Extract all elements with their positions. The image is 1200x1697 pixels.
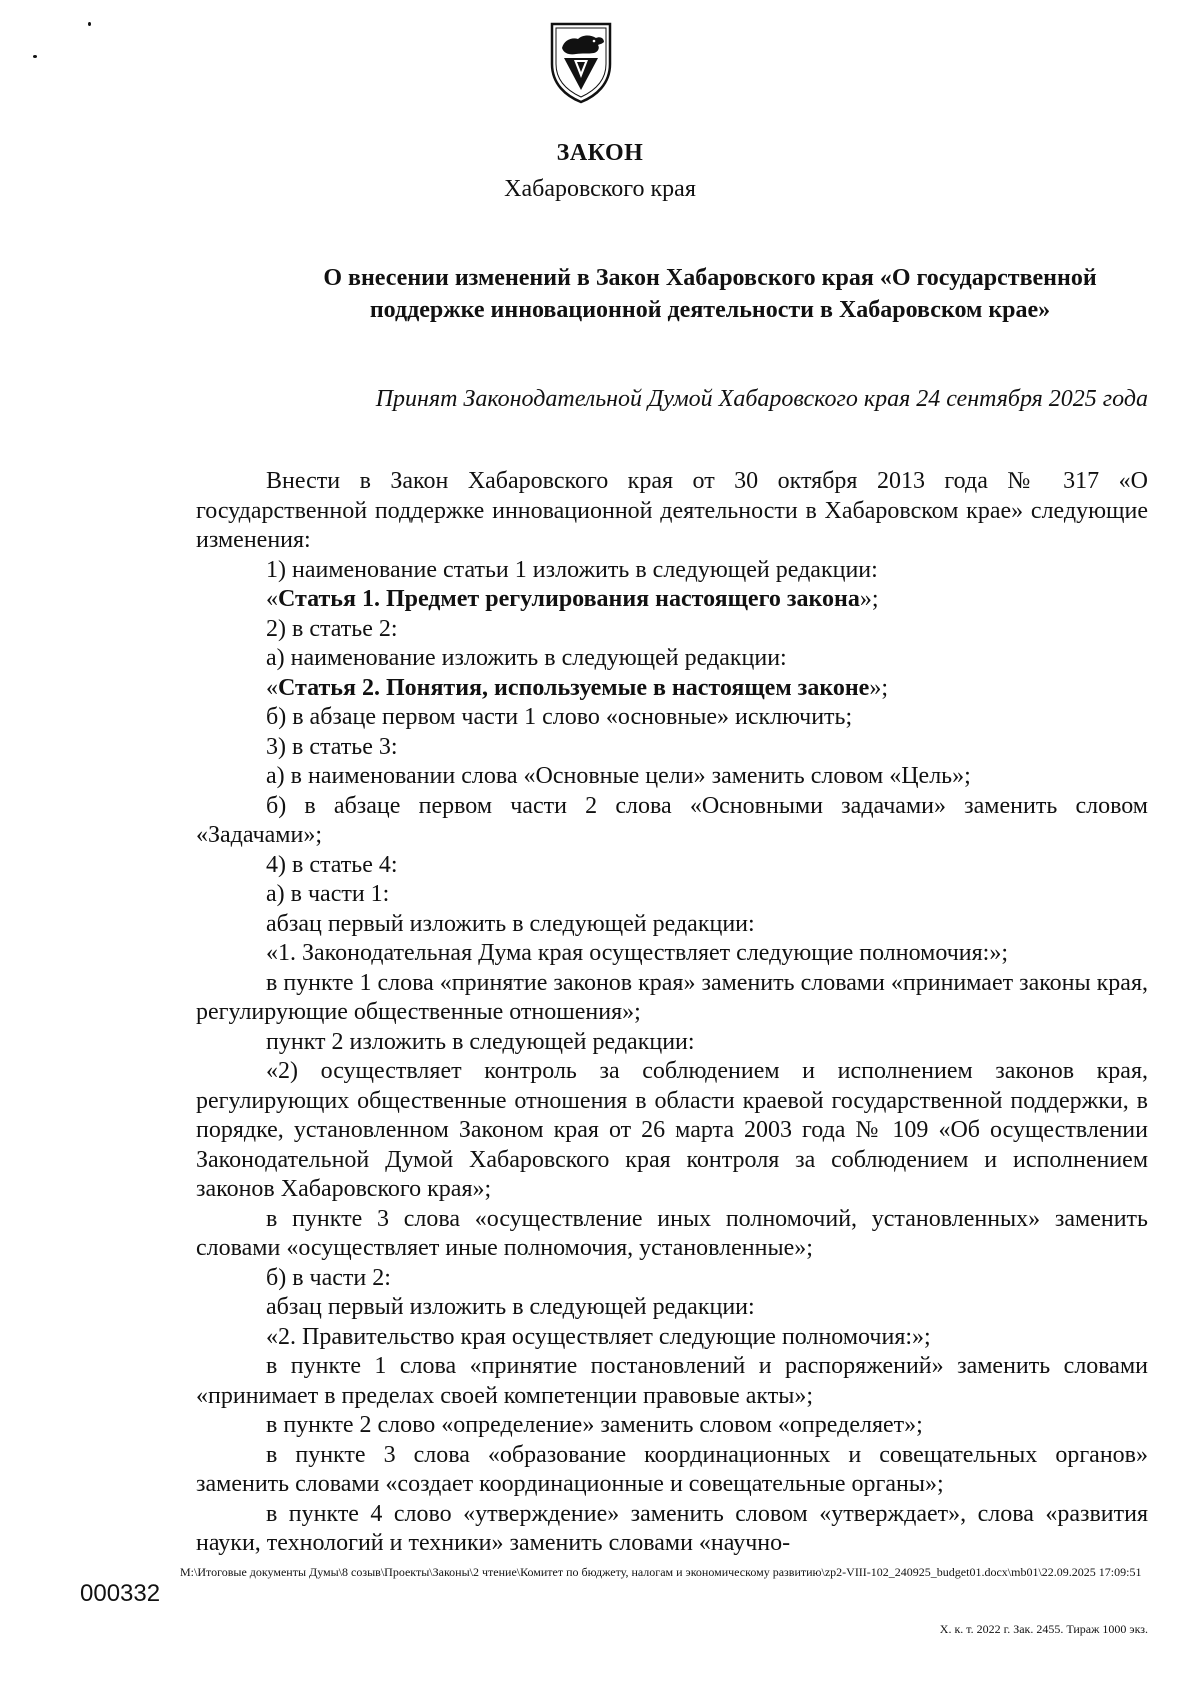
law-paragraph xyxy=(196,1352,1148,1411)
paragraph-text: Внести в Закон Хабаровского края от 30 октября 2013 года № 317 «О государственной поддержке инновационной деятельности в Хабаровском крае» следующие изменения: xyxy=(196,468,1148,553)
paragraph-text: »; xyxy=(859,586,879,612)
document-number: 000332 xyxy=(80,1580,161,1607)
region-name: Хабаровского края xyxy=(504,176,696,202)
paragraph-text: б) в абзаце первом части 1 слово «основные» исключить; xyxy=(266,704,853,730)
law-paragraph xyxy=(196,1264,1148,1294)
scan-speck xyxy=(88,22,91,26)
adoption-note: Принят Законодательной Думой Хабаровского края 24 сентября 2025 года xyxy=(375,386,1148,412)
law-paragraph xyxy=(196,762,1148,792)
law-title-line: поддержке инновационной деятельности в Хабаровском крае» xyxy=(369,297,1051,323)
article-heading: Статья 1. Предмет регулирования настоящего закона xyxy=(278,586,860,612)
law-paragraph xyxy=(196,644,1148,674)
paragraph-text: а) в части 1: xyxy=(266,881,390,907)
paragraph-text: в пункте 4 слово «утверждение» заменить словом «утверждает», слова «развития науки, технологий и техники» заменить словами «научно- xyxy=(196,1500,1148,1556)
paragraph-text: 3) в статье 3: xyxy=(266,733,398,760)
paragraph-text: а) наименование изложить в следующей редакции: xyxy=(266,645,787,671)
paragraph-text: б) в части 2: xyxy=(266,1264,391,1291)
law-title-line: О внесении изменений в Закон Хабаровского края «О государственной xyxy=(323,265,1097,291)
law-paragraph xyxy=(196,880,1148,910)
law-paragraph xyxy=(196,1441,1148,1500)
paragraph-text: в пункте 1 слова «принятие постановлений и распоряжений» заменить словами «принимает в пределах своей компетенции правовые акты»; xyxy=(196,1353,1148,1409)
paragraph-text: «1. Законодательная Дума края осуществляет следующие полномочия:»; xyxy=(266,940,1008,966)
law-paragraph xyxy=(196,1205,1148,1264)
law-paragraph xyxy=(196,851,1148,881)
law-paragraph xyxy=(196,733,1148,763)
paragraph-text: абзац первый изложить в следующей редакции: xyxy=(266,1294,755,1320)
law-paragraph xyxy=(196,939,1148,969)
law-title xyxy=(270,262,1150,326)
law-paragraph xyxy=(196,467,1148,556)
law-paragraph xyxy=(196,1323,1148,1353)
paragraph-text: «2. Правительство края осуществляет следующие полномочия:»; xyxy=(266,1323,931,1350)
paragraph-text: в пункте 3 слова «образование координационных и совещательных органов» заменить словами «создает координационные и совещательные органы»; xyxy=(196,1441,1148,1497)
law-paragraph xyxy=(196,1500,1148,1559)
print-info: Х. к. т. 2022 г. Зак. 2455. Тираж 1000 экз. xyxy=(939,1622,1148,1636)
paragraph-text: пункт 2 изложить в следующей редакции: xyxy=(266,1028,695,1055)
law-paragraph xyxy=(196,703,1148,733)
paragraph-text: «2) осуществляет контроль за соблюдением и исполнением законов края, регулирующих общественные отношения в области краевой государственной поддержки, в порядке, установленном Законом края от 26 марта 2003 года № 109 «Об осуществлении Законодательной Думой Хабаровского края контроля за соблюдением и исполнением законов Хабаровского края»; xyxy=(196,1058,1148,1202)
paragraph-text: « xyxy=(266,674,278,701)
paragraph-text: а) в наименовании слова «Основные цели» заменить словом «Цель»; xyxy=(266,763,971,789)
document-type: ЗАКОН xyxy=(556,140,644,166)
paragraph-text: в пункте 3 слова «осуществление иных полномочий, установленных» заменить словами «осуществляет иные полномочия, установленные»; xyxy=(196,1205,1148,1261)
paragraph-text: абзац первый изложить в следующей редакции: xyxy=(266,910,755,937)
law-paragraph xyxy=(196,556,1148,586)
law-paragraph xyxy=(196,615,1148,645)
paragraph-text: 1) наименование статьи 1 изложить в следующей редакции: xyxy=(266,556,878,583)
paragraph-text: в пункте 2 слово «определение» заменить словом «определяет»; xyxy=(266,1412,923,1438)
law-paragraph xyxy=(196,1411,1148,1441)
paragraph-text: »; xyxy=(869,674,888,701)
law-paragraph xyxy=(196,1057,1148,1205)
paragraph-text: « xyxy=(266,586,278,612)
paragraph-text: 4) в статье 4: xyxy=(266,851,398,878)
law-paragraph xyxy=(196,1028,1148,1058)
law-body xyxy=(196,467,1148,1559)
paragraph-text: 2) в статье 2: xyxy=(266,615,398,642)
law-paragraph xyxy=(196,585,1148,615)
khabarovsk-coat-of-arms-icon xyxy=(548,20,614,104)
law-paragraph xyxy=(196,674,1148,704)
paragraph-text: в пункте 1 слова «принятие законов края» заменить словами «принимает законы края, регулирующие общественные отношения»; xyxy=(196,969,1148,1025)
paragraph-text: б) в абзаце первом части 2 слова «Основными задачами» заменить словом «Задачами»; xyxy=(196,792,1148,848)
law-paragraph xyxy=(196,1293,1148,1323)
law-paragraph xyxy=(196,969,1148,1028)
scan-speck xyxy=(33,55,37,58)
article-heading: Статья 2. Понятия, используемые в настоящем законе xyxy=(278,674,870,701)
file-path: M:\Итоговые документы Думы\8 созыв\Проекты\Законы\2 чтение\Комитет по бюджету, налогам и экономическому развитию\zp2-VIII-102_240925_budget01.docx\mb01\22.09.2025 17:09:51 xyxy=(180,1565,1142,1579)
law-paragraph xyxy=(196,910,1148,940)
law-paragraph xyxy=(196,792,1148,851)
